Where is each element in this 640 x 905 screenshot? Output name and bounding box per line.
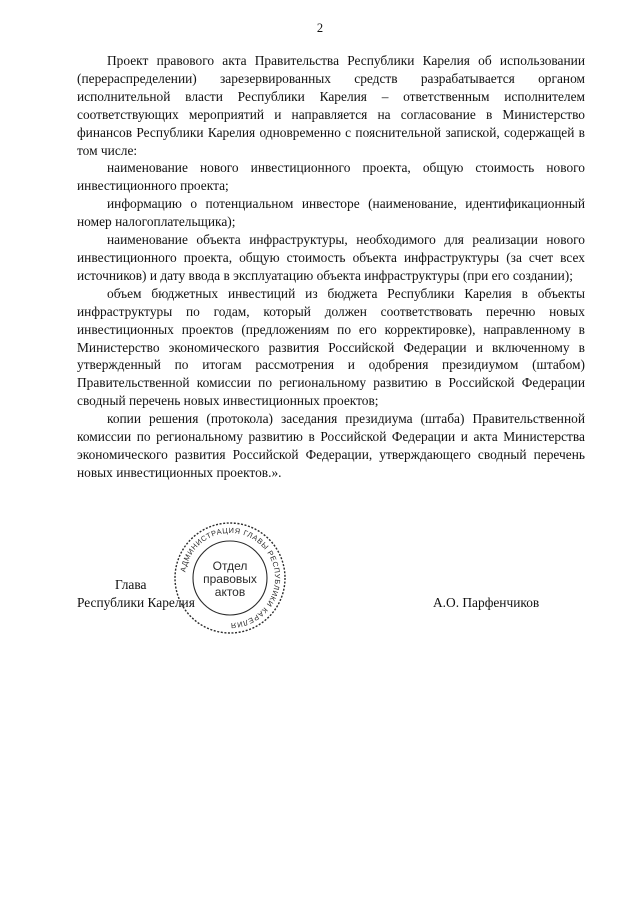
paragraph-project-name: наименование нового инвестиционного проекта, общую стоимость нового инвестиционного проекта; [77, 160, 585, 194]
paragraph-investor-info: информацию о потенциальном инвесторе (наименование, идентификационный номер налогоплательщика); [77, 196, 585, 230]
paragraph-decision-copies: копии решения (протокола) заседания президиума (штаба) Правительственной комиссии по региональному развитию в Российской Федерации и акта Министерства экономического развития Российской Федерации, утверждающего сводный перечень новых инвестиционных проектов.». [77, 411, 585, 480]
stamp-ring-text: АДМИНИСТРАЦИЯ ГЛАВЫ РЕСПУБЛИКИ КАРЕЛИЯ [178, 525, 283, 631]
page-number: 2 [316, 21, 324, 35]
paragraph-budget-investments: объем бюджетных инвестиций из бюджета Республики Карелия в объекты инфраструктуры по годам, который должен соответствовать перечню новых инвестиционных проектов (предложениям по его корректировке), направленному в Министерство экономического развития Российской Федерации и включенному в утвержденный по итогам рассмотрения и одобрения президиумом (штабом) Правительственной комиссии по региональному развитию в Российской Федерации сводный перечень новых инвестиционных проектов; [77, 285, 585, 409]
stamp-center-line1: Отдел [212, 559, 248, 573]
seal-stamp [172, 520, 288, 636]
stamp-center-line2: правовых [203, 572, 257, 586]
document-body [77, 52, 585, 482]
stamp-center-line3: актов [214, 585, 246, 599]
stamp-graphic [172, 520, 288, 636]
paragraph-intro: Проект правового акта Правительства Республики Карелия об использовании (перераспределении) зарезервированных средств разрабатывается органом исполнительной власти Республики Карелия – ответственным исполнителем соответствующих мероприятий и направляется на согласование в Министерство финансов Республики Карелия одновременно с пояснительной запиской, содержащей в том числе: [77, 53, 585, 158]
signatory-name: А.О. Парфенчиков [433, 595, 540, 610]
signatory-title-line2: Республики Карелия [77, 594, 195, 610]
paragraph-infrastructure: наименование объекта инфраструктуры, необходимого для реализации нового инвестиционного проекта, общую стоимость объекта инфраструктуры (за счет всех источников) и дату ввода в эксплуатацию объекта инфраструктуры (при его создании); [77, 232, 585, 283]
signatory-title-line1: Глава [115, 577, 147, 592]
